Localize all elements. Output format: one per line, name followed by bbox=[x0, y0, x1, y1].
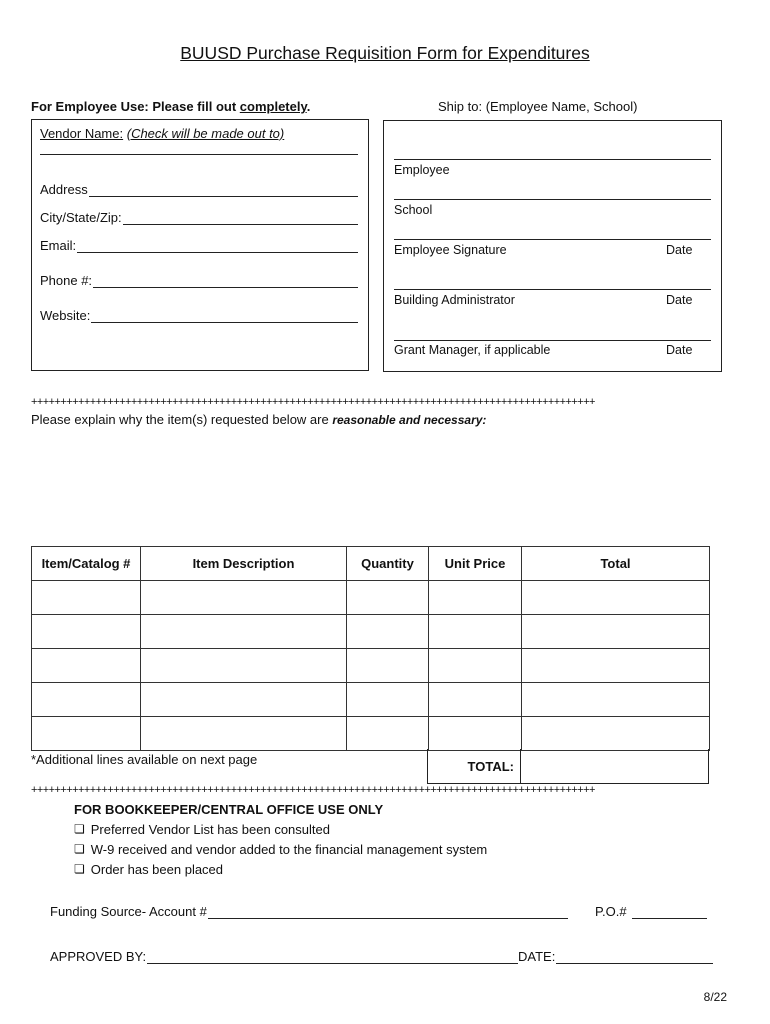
vendor-label-text: Vendor Name: bbox=[40, 126, 124, 141]
cell[interactable] bbox=[522, 717, 710, 751]
total-value[interactable] bbox=[520, 749, 709, 784]
explain-emphasis: reasonable and necessary: bbox=[332, 413, 487, 427]
separator-top: ++++++++++++++++++++++++++++++++++++++++++++++++++++++++++++++++++++++++++++++++++++++++++++++++ bbox=[31, 396, 595, 408]
ship-to-box bbox=[383, 120, 722, 372]
checkbox-icon: ❏ bbox=[74, 822, 85, 836]
cell[interactable] bbox=[347, 649, 429, 683]
grant-manager-line[interactable] bbox=[394, 340, 711, 341]
checkbox-icon: ❏ bbox=[74, 862, 85, 876]
email-field[interactable] bbox=[40, 238, 358, 253]
funding-source-field[interactable] bbox=[50, 904, 568, 919]
employee-use-prefix: For Employee Use: Please fill out bbox=[31, 99, 240, 114]
table-row bbox=[32, 717, 710, 751]
cell[interactable] bbox=[32, 649, 141, 683]
explain-prompt bbox=[31, 412, 486, 427]
col-header-quantity: Quantity bbox=[347, 547, 429, 581]
approval-date-field[interactable] bbox=[518, 949, 713, 964]
cell[interactable] bbox=[429, 581, 522, 615]
address-label: Address bbox=[40, 182, 88, 197]
cell[interactable] bbox=[429, 717, 522, 751]
cell[interactable] bbox=[347, 683, 429, 717]
table-header-row bbox=[32, 547, 710, 581]
col-header-description: Item Description bbox=[141, 547, 347, 581]
col-header-total: Total bbox=[522, 547, 710, 581]
cell[interactable] bbox=[32, 615, 141, 649]
funding-label: Funding Source- Account # bbox=[50, 904, 207, 919]
vendor-box bbox=[31, 119, 369, 371]
website-field[interactable] bbox=[40, 308, 358, 323]
cell[interactable] bbox=[141, 683, 347, 717]
cell[interactable] bbox=[141, 717, 347, 751]
city-state-zip-field[interactable] bbox=[40, 210, 358, 225]
table-row bbox=[32, 683, 710, 717]
po-field[interactable] bbox=[595, 904, 707, 919]
table-row bbox=[32, 649, 710, 683]
cell[interactable] bbox=[429, 683, 522, 717]
cell[interactable] bbox=[32, 581, 141, 615]
website-label: Website: bbox=[40, 308, 91, 323]
employee-use-suffix: . bbox=[306, 99, 311, 114]
building-admin-date: Date bbox=[666, 293, 693, 307]
school-line[interactable] bbox=[394, 199, 711, 200]
checklist-item[interactable] bbox=[74, 839, 487, 859]
cell[interactable] bbox=[141, 581, 347, 615]
cell[interactable] bbox=[522, 683, 710, 717]
cell[interactable] bbox=[32, 683, 141, 717]
employee-use-heading bbox=[31, 99, 310, 114]
office-checklist bbox=[74, 819, 487, 879]
cell[interactable] bbox=[141, 649, 347, 683]
check-label: Preferred Vendor List has been consulted bbox=[90, 821, 330, 837]
cell[interactable] bbox=[347, 581, 429, 615]
building-admin-line[interactable] bbox=[394, 289, 711, 290]
col-header-unit-price: Unit Price bbox=[429, 547, 522, 581]
approval-date-label: DATE: bbox=[518, 949, 556, 964]
vendor-name-label bbox=[40, 126, 284, 141]
phone-field[interactable] bbox=[40, 273, 358, 288]
email-label: Email: bbox=[40, 238, 77, 253]
check-label: W-9 received and vendor added to the financial management system bbox=[90, 841, 488, 857]
explain-text: Please explain why the item(s) requested below are bbox=[31, 412, 333, 427]
total-label: TOTAL: bbox=[427, 749, 521, 784]
items-table bbox=[31, 546, 710, 751]
cell[interactable] bbox=[347, 717, 429, 751]
approved-label: APPROVED BY: bbox=[50, 949, 147, 964]
address-field[interactable] bbox=[40, 182, 358, 197]
grant-manager-date: Date bbox=[666, 343, 693, 357]
checklist-item[interactable] bbox=[74, 859, 487, 879]
col-header-item: Item/Catalog # bbox=[32, 547, 141, 581]
cell[interactable] bbox=[429, 649, 522, 683]
ship-to-heading: Ship to: (Employee Name, School) bbox=[438, 99, 638, 114]
additional-lines-note: *Additional lines available on next page bbox=[31, 752, 258, 767]
phone-label: Phone #: bbox=[40, 273, 93, 288]
cell[interactable] bbox=[429, 615, 522, 649]
city-label: City/State/Zip: bbox=[40, 210, 122, 225]
vendor-note: (Check will be made out to) bbox=[126, 126, 285, 141]
employee-line[interactable] bbox=[394, 159, 711, 160]
cell[interactable] bbox=[522, 615, 710, 649]
cell[interactable] bbox=[347, 615, 429, 649]
checkbox-icon: ❏ bbox=[74, 842, 85, 856]
explain-area[interactable] bbox=[31, 432, 721, 537]
approved-by-field[interactable] bbox=[50, 949, 518, 964]
employee-signature-label: Employee Signature bbox=[394, 243, 507, 257]
grant-manager-label: Grant Manager, if applicable bbox=[394, 343, 551, 357]
table-row bbox=[32, 581, 710, 615]
employee-use-emphasis: completely bbox=[239, 99, 307, 114]
office-use-heading: FOR BOOKKEEPER/CENTRAL OFFICE USE ONLY bbox=[74, 802, 384, 817]
cell[interactable] bbox=[32, 717, 141, 751]
cell[interactable] bbox=[522, 581, 710, 615]
employee-signature-date: Date bbox=[666, 243, 693, 257]
cell[interactable] bbox=[522, 649, 710, 683]
po-label: P.O.# bbox=[595, 904, 627, 919]
table-row bbox=[32, 615, 710, 649]
page-title: BUUSD Purchase Requisition Form for Expenditures bbox=[180, 43, 590, 63]
cell[interactable] bbox=[141, 615, 347, 649]
building-admin-label: Building Administrator bbox=[394, 293, 515, 307]
page-number: 8/22 bbox=[703, 990, 727, 1004]
employee-signature-line[interactable] bbox=[394, 239, 711, 240]
check-label: Order has been placed bbox=[90, 861, 224, 877]
vendor-name-field[interactable] bbox=[40, 154, 358, 155]
checklist-item[interactable] bbox=[74, 819, 487, 839]
separator-bottom: ++++++++++++++++++++++++++++++++++++++++++++++++++++++++++++++++++++++++++++++++++++++++++++++++ bbox=[31, 784, 595, 796]
employee-label: Employee bbox=[394, 163, 450, 177]
school-label: School bbox=[394, 203, 433, 217]
